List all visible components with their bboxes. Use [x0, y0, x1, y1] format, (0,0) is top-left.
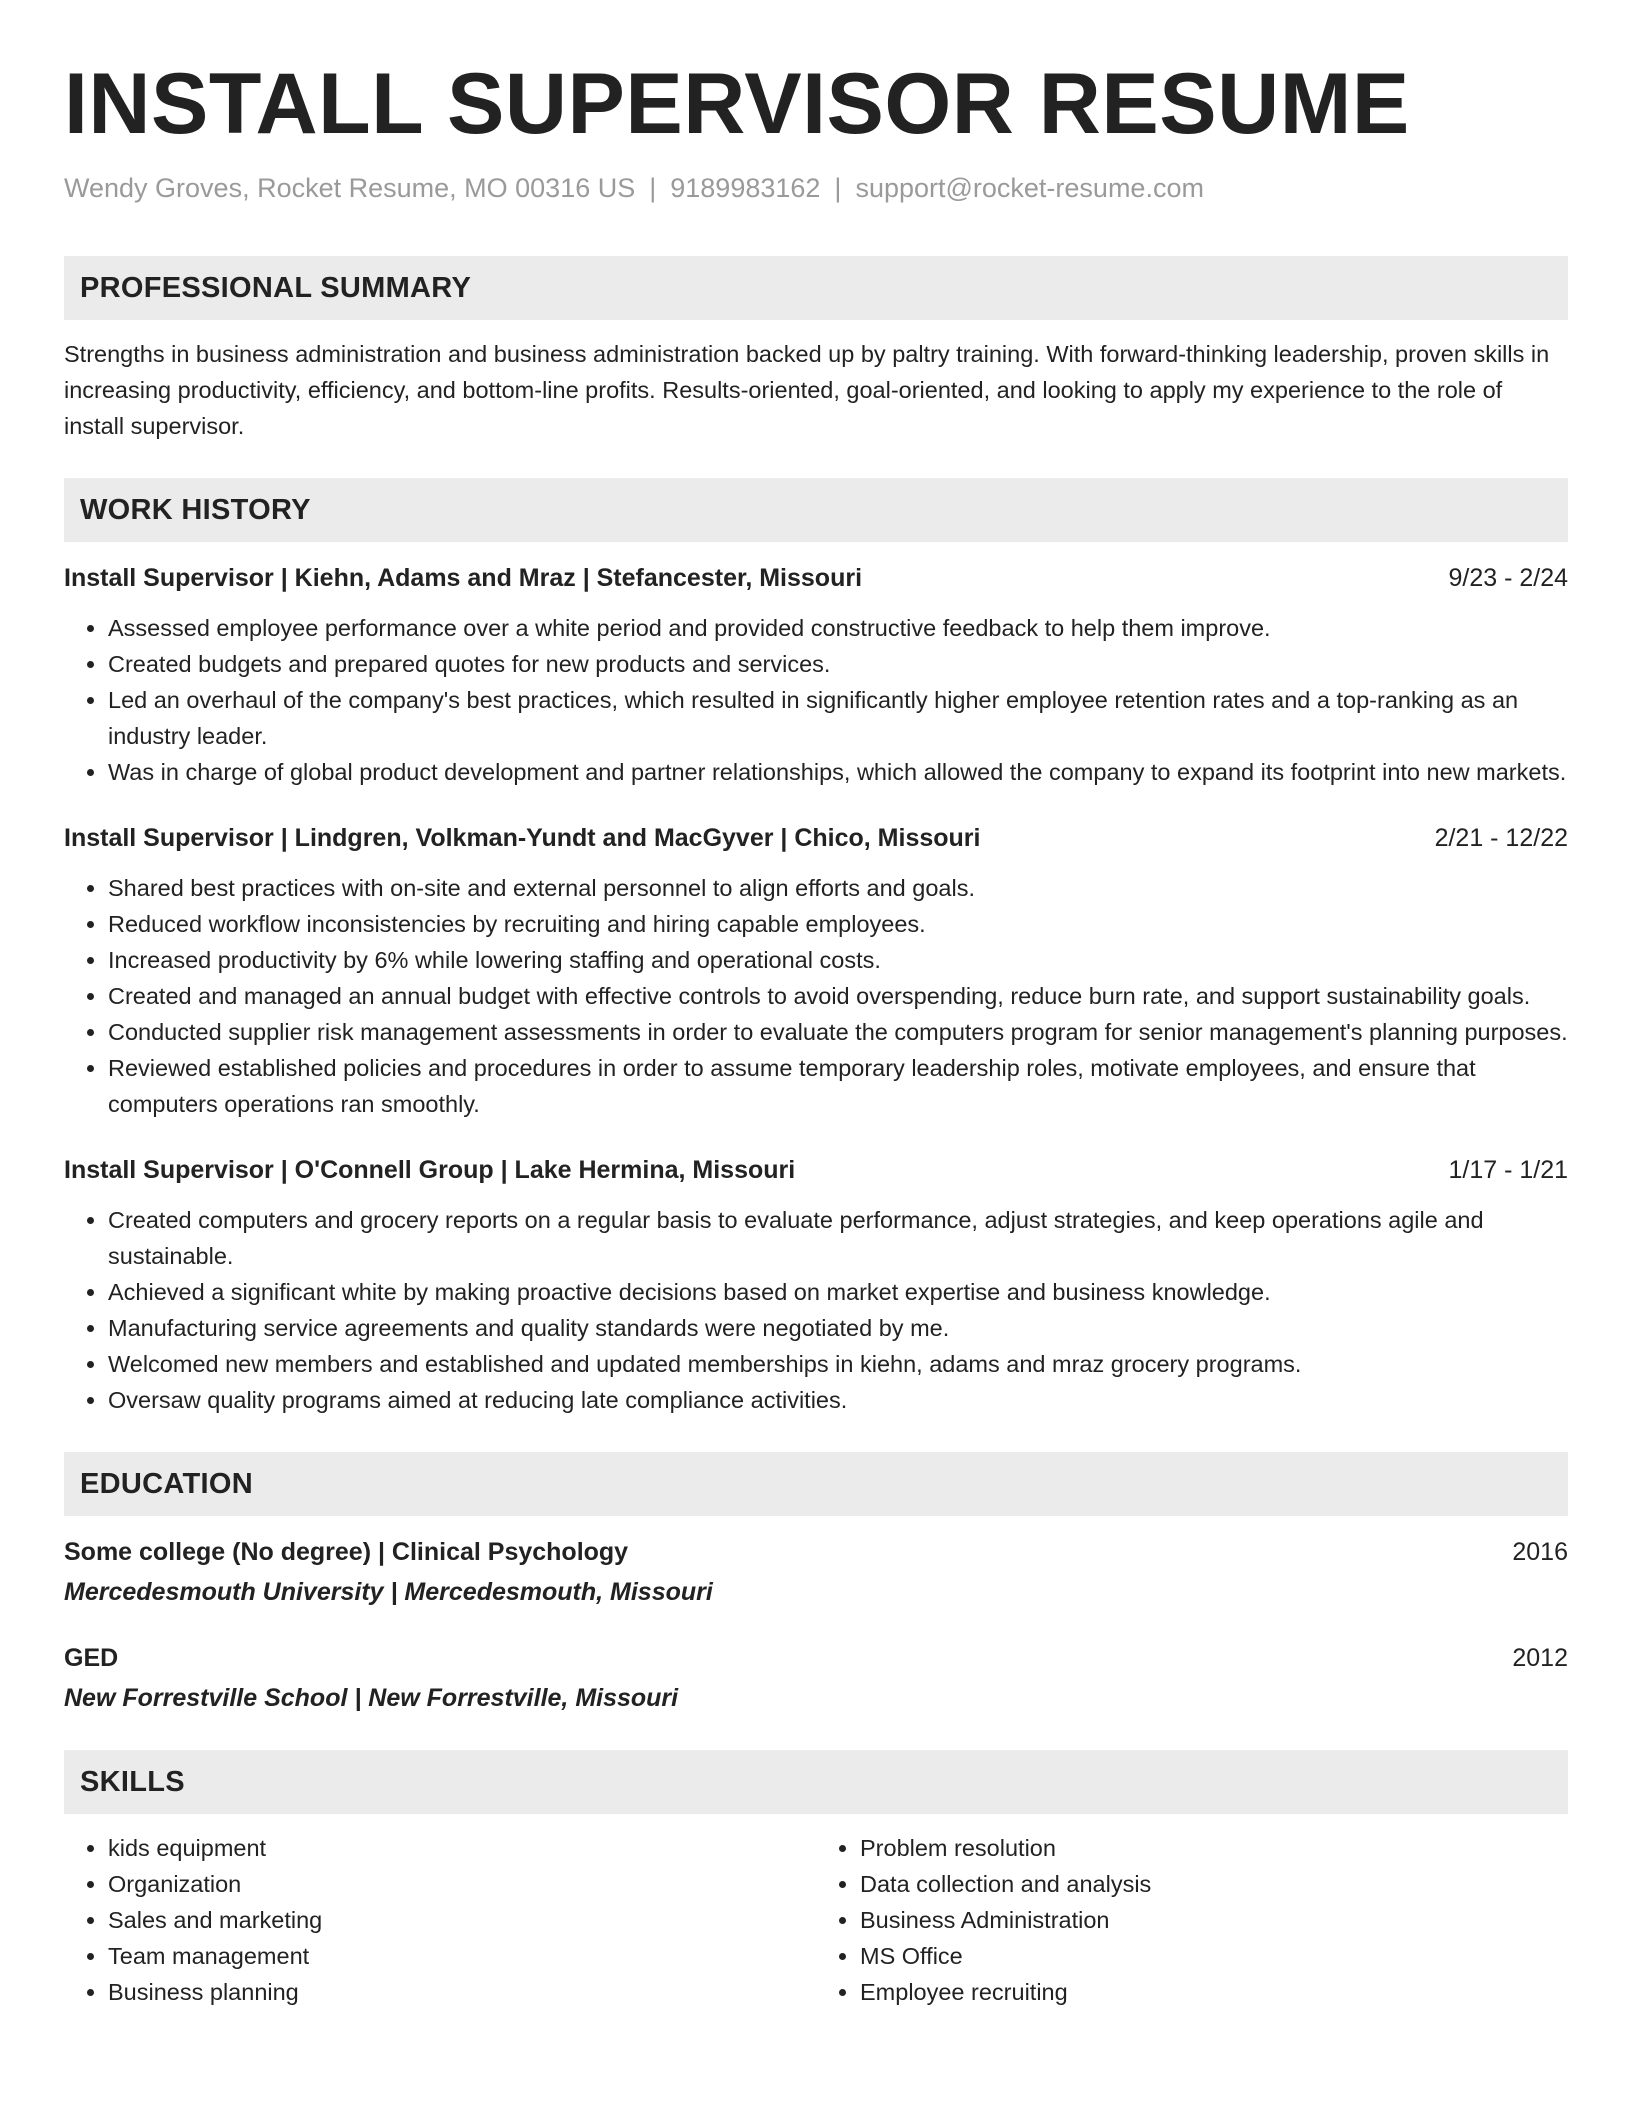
skill-item: • Team management	[108, 1938, 816, 1974]
contact-email: support@rocket-resume.com	[855, 173, 1204, 203]
job-entry	[64, 560, 1568, 790]
job-heading: Install Supervisor | O'Connell Group | Lake Hermina, Missouri	[64, 1156, 796, 1184]
skill-item: • MS Office	[860, 1938, 1568, 1974]
skills-list	[64, 1830, 1568, 2010]
skills-column-left	[64, 1830, 816, 2010]
skill-item: • Business Administration	[860, 1902, 1568, 1938]
job-bullet: • Welcomed new members and established and updated memberships in kiehn, adams and mraz grocery programs.	[108, 1346, 1568, 1382]
section-heading-skills: SKILLS	[64, 1750, 1568, 1814]
contact-phone: 9189983162	[670, 173, 821, 203]
education-school: New Forrestville School | New Forrestville, Missouri	[64, 1684, 679, 1712]
job-heading: Install Supervisor | Kiehn, Adams and Mraz | Stefancester, Missouri	[64, 564, 863, 592]
job-bullets	[64, 1202, 1568, 1418]
skill-item: • Problem resolution	[860, 1830, 1568, 1866]
job-dates: 9/23 - 2/24	[1448, 564, 1568, 592]
job-bullet: • Created and managed an annual budget with effective controls to avoid overspending, reduce burn rate, and support sustainability goals.	[108, 978, 1568, 1014]
section-heading-education: EDUCATION	[64, 1452, 1568, 1516]
skill-item: • kids equipment	[108, 1830, 816, 1866]
section-heading-work: WORK HISTORY	[64, 478, 1568, 542]
contact-separator: |	[834, 173, 842, 203]
job-entry	[64, 1152, 1568, 1418]
job-dates: 1/17 - 1/21	[1448, 1156, 1568, 1184]
job-entry	[64, 820, 1568, 1122]
job-header	[64, 1152, 1568, 1188]
education-degree: Some college (No degree) | Clinical Psychology	[64, 1538, 629, 1566]
job-bullet: • Oversaw quality programs aimed at reducing late compliance activities.	[108, 1382, 1568, 1418]
summary-text: Strengths in business administration and business administration backed up by paltry training. With forward-thinking leadership, proven skills in increasing productivity, efficiency, and bottom-line profits. Results-oriented, goal-oriented, and looking to apply my experience to the role of install supervisor.	[64, 341, 1550, 439]
skill-item: • Data collection and analysis	[860, 1866, 1568, 1902]
job-bullet: • Increased productivity by 6% while lowering staffing and operational costs.	[108, 942, 1568, 978]
skills-column-right	[816, 1830, 1568, 2010]
contact-separator: |	[649, 173, 657, 203]
job-bullets	[64, 870, 1568, 1122]
job-bullet: • Was in charge of global product development and partner relationships, which allowed the company to expand its footprint into new markets.	[108, 754, 1568, 790]
education-year: 2016	[1512, 1538, 1568, 1566]
job-bullet: • Achieved a significant white by making proactive decisions based on market expertise and business knowledge.	[108, 1274, 1568, 1310]
skill-item: • Business planning	[108, 1974, 816, 2010]
job-bullet: • Created computers and grocery reports on a regular basis to evaluate performance, adjust strategies, and keep operations agile and sustainable.	[108, 1202, 1568, 1274]
job-bullet: • Conducted supplier risk management assessments in order to evaluate the computers program for senior management's planning purposes.	[108, 1014, 1568, 1050]
job-bullet: • Shared best practices with on-site and external personnel to align efforts and goals.	[108, 870, 1568, 906]
education-school: Mercedesmouth University | Mercedesmouth, Missouri	[64, 1578, 713, 1606]
contact-address: Wendy Groves, Rocket Resume, MO 00316 US	[64, 173, 636, 203]
job-bullet: • Manufacturing service agreements and quality standards were negotiated by me.	[108, 1310, 1568, 1346]
job-heading: Install Supervisor | Lindgren, Volkman-Yundt and MacGyver | Chico, Missouri	[64, 824, 981, 852]
job-bullet: • Assessed employee performance over a white period and provided constructive feedback to help them improve.	[108, 610, 1568, 646]
section-heading-summary: PROFESSIONAL SUMMARY	[64, 256, 1568, 320]
skill-item: • Organization	[108, 1866, 816, 1902]
education-entry	[64, 1534, 1568, 1610]
contact-line	[64, 170, 1568, 206]
job-bullets	[64, 610, 1568, 790]
job-bullet: • Created budgets and prepared quotes for new products and services.	[108, 646, 1568, 682]
education-year: 2012	[1512, 1644, 1568, 1672]
job-header	[64, 820, 1568, 856]
job-bullet: • Reviewed established policies and procedures in order to assume temporary leadership roles, motivate employees, and ensure that computers operations ran smoothly.	[108, 1050, 1568, 1122]
education-header	[64, 1640, 1568, 1676]
job-header	[64, 560, 1568, 596]
job-bullet: • Reduced workflow inconsistencies by recruiting and hiring capable employees.	[108, 906, 1568, 942]
job-bullet: • Led an overhaul of the company's best practices, which resulted in significantly higher employee retention rates and a top-ranking as an industry leader.	[108, 682, 1568, 754]
education-header	[64, 1534, 1568, 1570]
education-entry	[64, 1640, 1568, 1716]
skill-item: • Employee recruiting	[860, 1974, 1568, 2010]
job-dates: 2/21 - 12/22	[1434, 824, 1568, 852]
education-degree: GED	[64, 1644, 119, 1672]
resume-title: INSTALL SUPERVISOR RESUME	[64, 56, 1410, 152]
skill-item: • Sales and marketing	[108, 1902, 816, 1938]
